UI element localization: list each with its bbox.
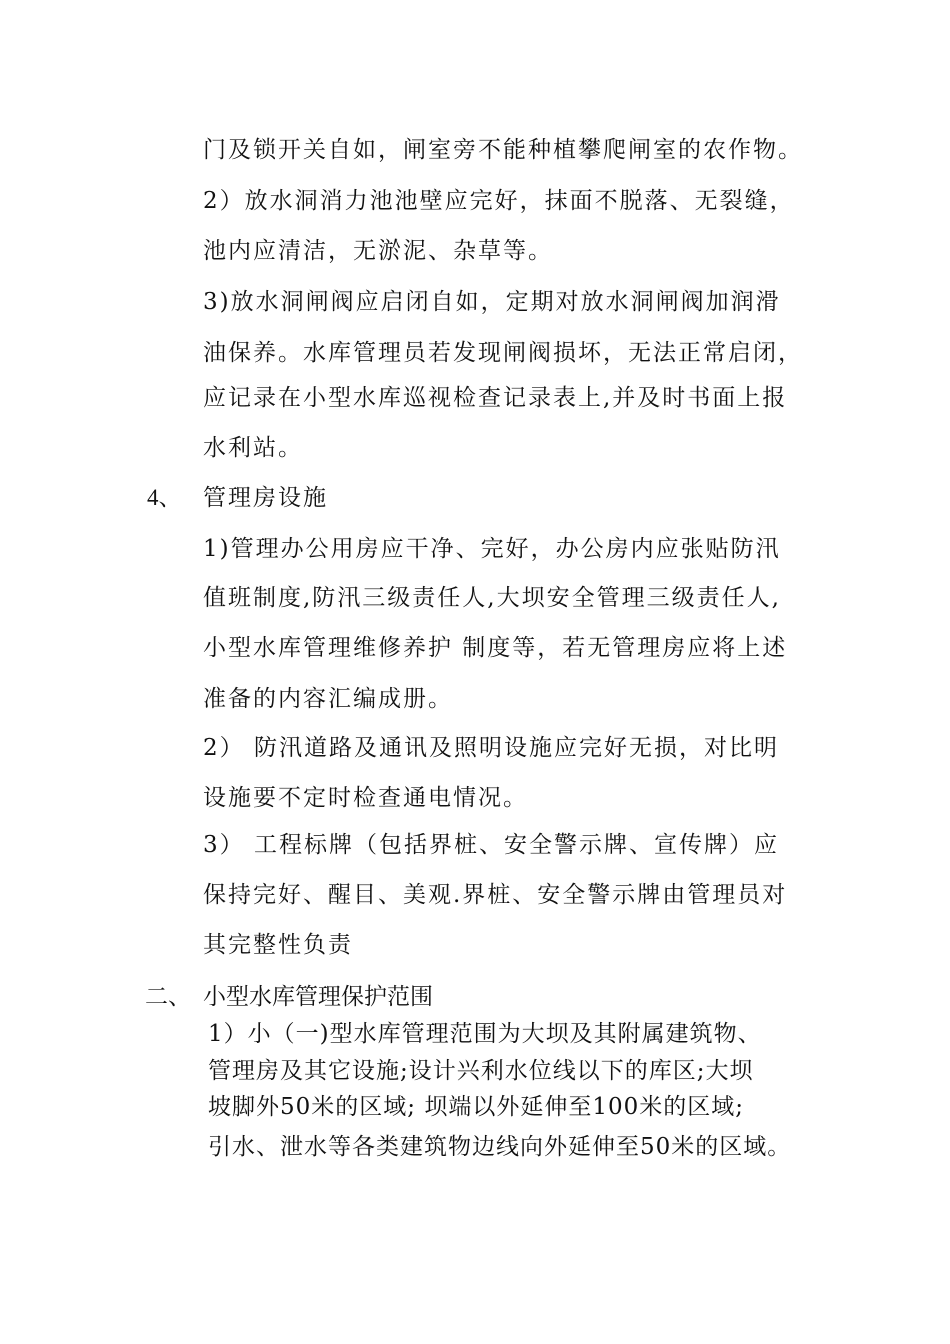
- text-line: 设施要不定时检查通电情况。: [203, 785, 528, 811]
- section-number: 二、: [145, 984, 191, 1010]
- text-line: 1）小（一)型水库管理范围为大坝及其附属建筑物、: [208, 1021, 762, 1047]
- text-line: 2）放水洞消力池池壁应完好，抹面不脱落、无裂缝，: [203, 188, 795, 214]
- text-line: 3)放水洞闸阀应启闭自如，定期对放水洞闸阀加润滑: [203, 289, 781, 315]
- section-title: 小型水库管理保护范围: [203, 984, 433, 1010]
- text-line: 2） 防汛道路及通讯及照明设施应完好无损，对比明: [203, 735, 779, 761]
- text-line: 油保养。水库管理员若发现闸阀损坏，无法正常启闭，: [203, 340, 803, 366]
- text-line: 小型水库管理维修养护 制度等，若无管理房应将上述: [203, 635, 788, 661]
- text-line: 应记录在小型水库巡视检查记录表上,并及时书面上报: [203, 385, 788, 411]
- text-line: 引水、泄水等各类建筑物边线向外延伸至50米的区域。: [208, 1134, 792, 1160]
- text-line: 其完整性负责: [203, 932, 353, 958]
- text-line: 池内应清洁，无淤泥、杂草等。: [203, 238, 553, 264]
- text-line: 1)管理办公用房应干净、完好，办公房内应张贴防汛: [203, 536, 781, 562]
- text-line: 坡脚外50米的区域; 坝端以外延伸至100米的区域;: [208, 1094, 744, 1120]
- text-line: 门及锁开关自如，闸室旁不能种植攀爬闸室的农作物。: [203, 137, 803, 163]
- section-number: 4、: [147, 485, 182, 510]
- text-line: 保持完好、醒目、美观.界桩、安全警示牌由管理员对: [203, 882, 788, 908]
- text-line: 准备的内容汇编成册。: [203, 686, 453, 712]
- text-line: 管理房及其它设施;设计兴利水位线以下的库区;大坝: [208, 1058, 754, 1084]
- section-title: 管理房设施: [203, 485, 328, 511]
- text-line: 水利站。: [203, 435, 303, 461]
- text-line: 3） 工程标牌（包括界桩、安全警示牌、宣传牌）应: [203, 832, 779, 858]
- text-line: 值班制度,防汛三级责任人,大坝安全管理三级责任人,: [203, 585, 781, 611]
